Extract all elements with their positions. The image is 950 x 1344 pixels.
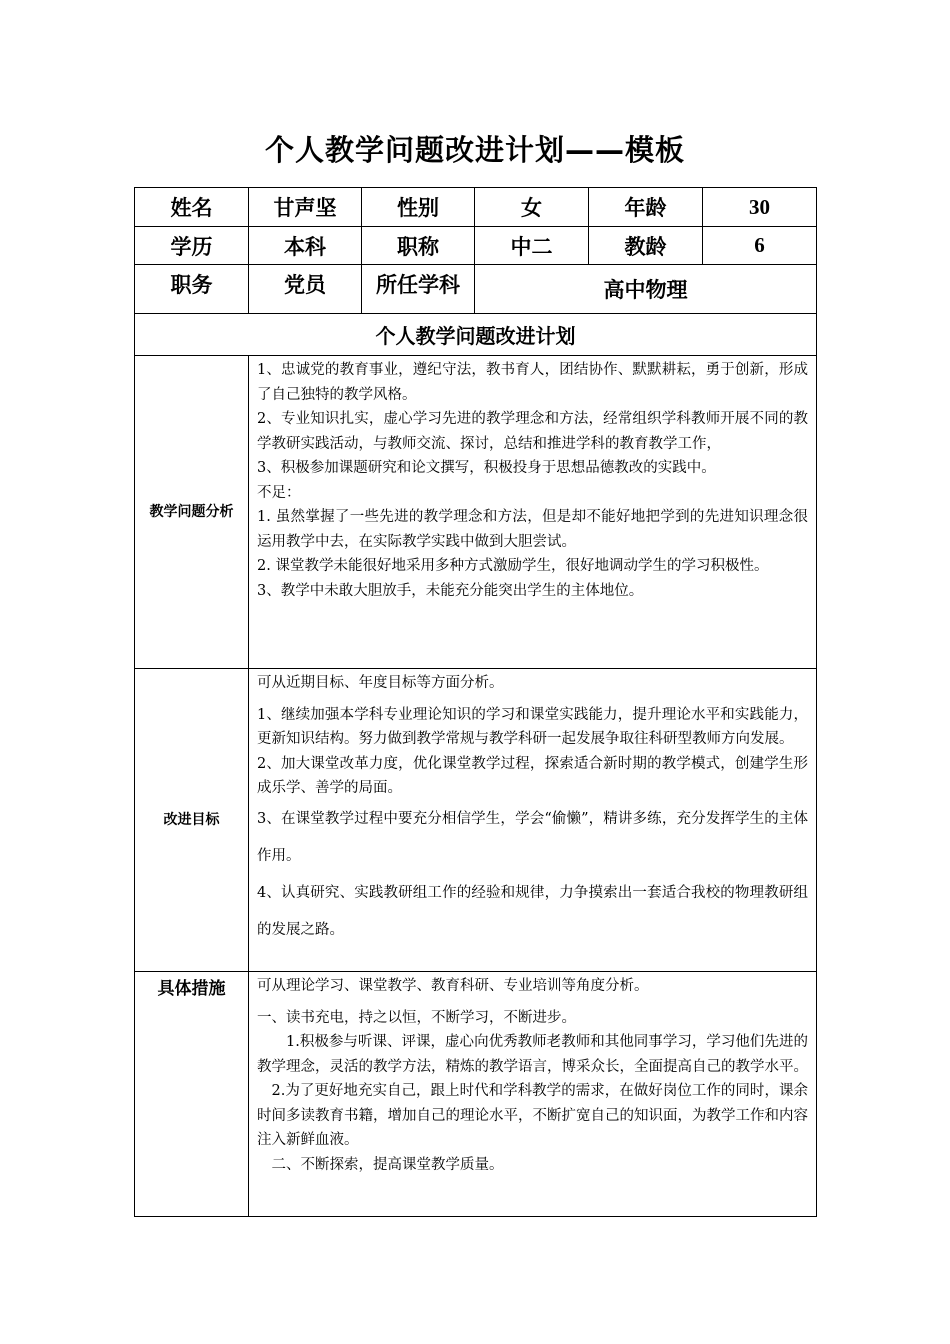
measures-item: 二、不断探索，提高课堂教学质量。 [271,1156,504,1173]
subject-value: 高中物理 [475,265,817,314]
name-value: 甘声坚 [249,188,362,227]
plan-form-table [134,187,817,1217]
name-label: 姓名 [135,188,249,227]
analysis-row [135,356,817,669]
measures-item: 1.积极参与听课、评课，虚心向优秀教师老教师和其他同事学习，学习他们先进的教学理念，灵活的教学方法，精炼的教学语言，博采众长，全面提高自己的教学水平。 [257,1034,808,1075]
teaching-years-label: 教龄 [589,227,703,265]
title-rank-value: 中二 [475,227,589,265]
analysis-line: 1、忠诚党的教育事业，遵纪守法，教书育人，团结协作、默默耕耘，勇于创新，形成了自己独特的教学风格。 [257,362,808,403]
duty-label: 职务 [135,265,249,314]
analysis-content [249,356,817,669]
goals-item: 4、认真研究、实践教研组工作的经验和规律，力争摸索出一套适合我校的物理教研组的发展之路。 [257,884,808,938]
goals-item: 3、在课堂教学过程中要充分相信学生，学会“偷懒”，精讲多练，充分发挥学生的主体作用。 [257,810,808,864]
measures-item: 2.为了更好地充实自己，跟上时代和学科教学的需求，在做好岗位工作的同时，课余时间多读教育书籍，增加自己的理论水平，不断扩宽自己的知识面，为教学工作和内容注入新鲜血液。 [257,1083,808,1148]
analysis-line: 1. 虽然掌握了一些先进的教学理念和方法，但是却不能好地把学到的先进知识理念很运用教学中去，在实际教学实践中做到大胆尝试。 [257,509,808,550]
measures-row [135,972,817,1217]
measures-label: 具体措施 [135,972,249,1217]
goals-item: 1、继续加强本学科专业理论知识的学习和课堂实践能力，提升理论水平和实践能力，更新知识结构。努力做到教学常规与教学科研一起发展争取往科研型教师方向发展。 [257,706,808,747]
info-row-1 [135,188,817,227]
measures-hint: 可从理论学习、课堂教学、教育科研、专业培训等角度分析。 [257,978,649,994]
plan-title-row [135,314,817,356]
analysis-line: 2、专业知识扎实，虚心学习先进的教学理念和方法，经常组织学科教师开展不同的教学教研实践活动，与教师交流、探讨，总结和推进学科的教育教学工作， [257,411,808,452]
info-row-3 [135,265,817,314]
analysis-line: 不足： [257,484,301,501]
goals-label: 改进目标 [135,669,249,972]
goals-hint: 可从近期目标、年度目标等方面分析。 [257,675,504,691]
subject-label: 所任学科 [362,265,475,314]
goals-content [249,669,817,972]
measures-item: 一、读书充电，持之以恒，不断学习，不断进步。 [257,1009,576,1026]
age-value: 30 [703,188,817,227]
gender-value: 女 [475,188,589,227]
gender-label: 性别 [362,188,475,227]
teaching-years-value: 6 [703,227,817,265]
analysis-label: 教学问题分析 [135,356,249,669]
duty-value: 党员 [249,265,362,314]
title-rank-label: 职称 [362,227,475,265]
analysis-line: 2. 课堂教学未能很好地采用多种方式激励学生，很好地调动学生的学习积极性。 [257,558,769,574]
analysis-line: 3、积极参加课题研究和论文撰写，积极投身于思想品德教改的实践中。 [257,460,716,476]
education-value: 本科 [249,227,362,265]
goals-item: 2、加大课堂改革力度，优化课堂教学过程，探索适合新时期的教学模式，创建学生形成乐学、善学的局面。 [257,755,808,796]
measures-content [249,972,817,1217]
analysis-line: 3、教学中未敢大胆放手，未能充分能突出学生的主体地位。 [257,582,644,599]
plan-section-title: 个人教学问题改进计划 [135,314,817,356]
education-label: 学历 [135,227,249,265]
info-row-2 [135,227,817,265]
age-label: 年龄 [589,188,703,227]
page-title: 个人教学问题改进计划——模板 [264,133,685,167]
goals-row [135,669,817,972]
